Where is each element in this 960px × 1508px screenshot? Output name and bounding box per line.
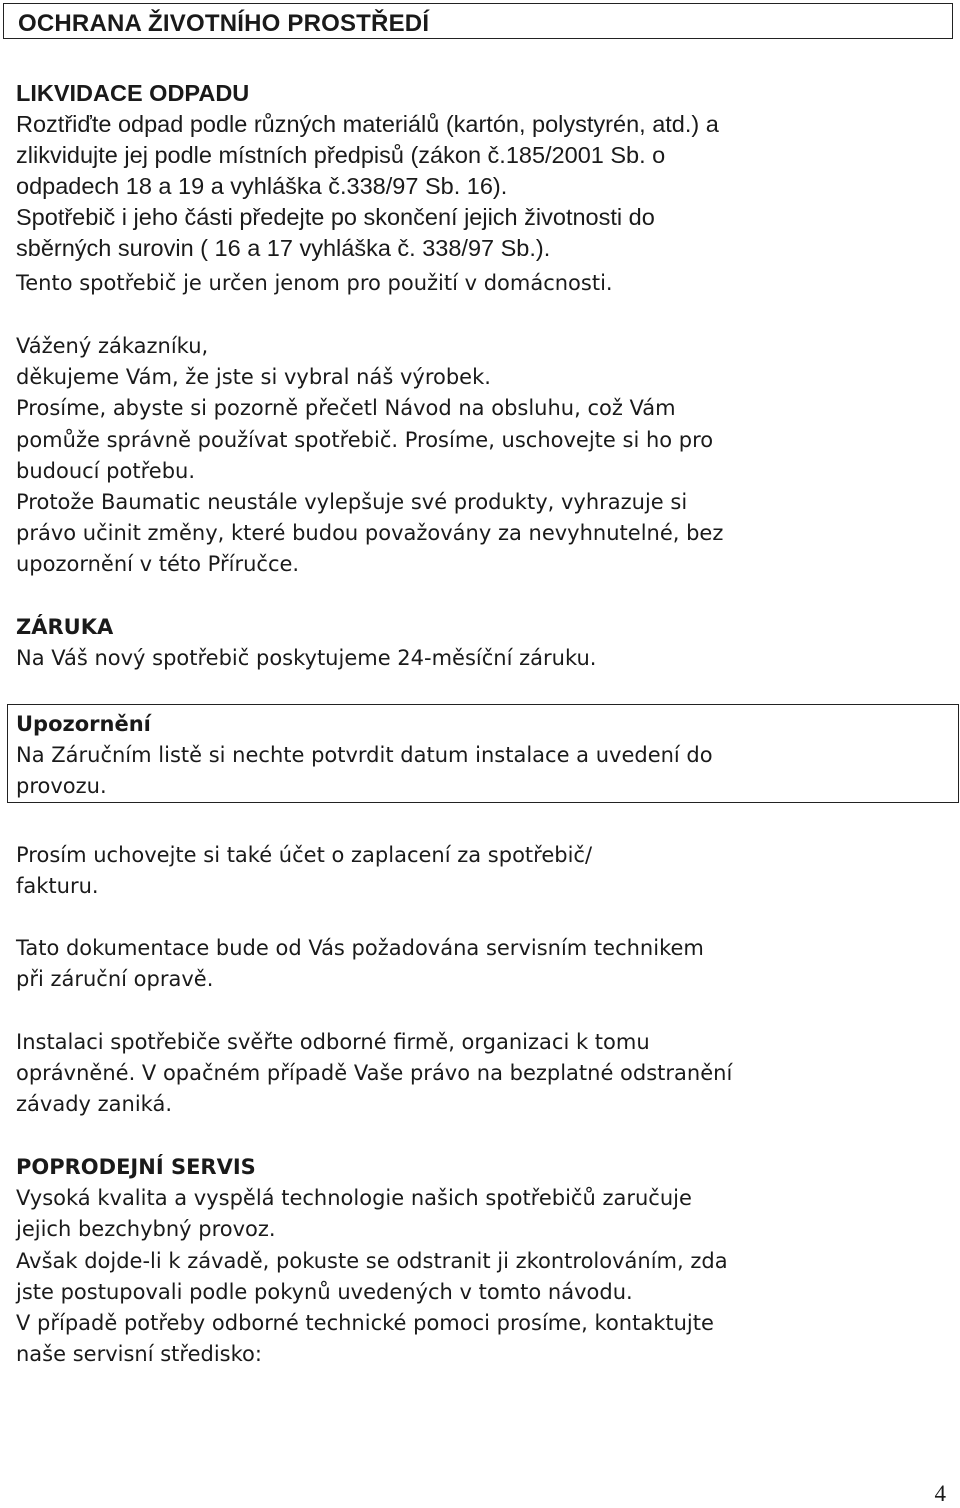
domestic-use-note bbox=[16, 268, 613, 299]
greeting-line: děkujeme Vám, že jste si vybral náš výrobek. bbox=[16, 365, 491, 390]
after-sales-line: V případě potřeby odborné technické pomoci prosíme, kontaktujte bbox=[16, 1311, 714, 1336]
receipt-line: Prosím uchovejte si také účet o zaplacení za spotřebič/ bbox=[16, 843, 593, 867]
disposal-line: odpadech 18 a 19 a vyhláška č.338/97 Sb. 16). bbox=[16, 173, 508, 199]
disposal-line: Roztřiďte odpad podle různých materiálů (kartón, polystyrén, atd.) a bbox=[16, 111, 719, 137]
greeting-line: Prosíme, abyste si pozorně přečetl Návod na obsluhu, což Vám bbox=[16, 396, 676, 421]
after-sales-section bbox=[16, 1152, 728, 1370]
page-number: 4 bbox=[934, 1481, 946, 1506]
notice-heading: Upozornění bbox=[16, 712, 151, 736]
greeting-line: pomůže správně používat spotřebič. Prosíme, uschovejte si ho pro bbox=[16, 427, 714, 452]
receipt-line: fakturu. bbox=[16, 874, 99, 899]
greeting-line: Protože Baumatic neustále vylepšuje své produkty, vyhrazuje si bbox=[16, 490, 688, 515]
notice-section bbox=[16, 709, 713, 803]
after-sales-heading: POPRODEJNÍ SERVIS bbox=[16, 1155, 256, 1179]
installation-line: závady zaniká. bbox=[16, 1092, 172, 1117]
after-sales-line: Vysoká kvalita a vyspělá technologie našich spotřebičů zaručuje bbox=[16, 1186, 692, 1211]
notice-line: Na Záručním listě si nechte potvrdit datum instalace a uvedení do bbox=[16, 743, 713, 768]
documentation-line: při záruční opravě. bbox=[16, 967, 214, 992]
greeting-line: upozornění v této Příručce. bbox=[16, 552, 300, 577]
documentation-section bbox=[16, 933, 704, 995]
disposal-section bbox=[16, 78, 719, 264]
after-sales-line: jste postupovali podle pokynů uvedených v tomto návodu. bbox=[16, 1279, 633, 1304]
warranty-heading: ZÁRUKA bbox=[16, 615, 114, 639]
documentation-line: Tato dokumentace bude od Vás požadována servisním technikem bbox=[16, 936, 704, 960]
header-box bbox=[3, 3, 953, 39]
greeting-section bbox=[16, 331, 723, 581]
disposal-heading: LIKVIDACE ODPADU bbox=[16, 80, 250, 106]
disposal-line: zlikvidujte jej podle místních předpisů (zákon č.185/2001 Sb. o bbox=[16, 142, 666, 168]
after-sales-line: Avšak dojde-li k závadě, pokuste se odstranit ji zkontrolováním, zda bbox=[16, 1248, 728, 1273]
disposal-line: Tento spotřebič je určen jenom pro použití v domácnosti. bbox=[16, 271, 613, 295]
disposal-line: Spotřebič i jeho části předejte po skončení jejich životnosti do bbox=[16, 204, 655, 230]
greeting-line: Vážený zákazníku, bbox=[16, 334, 209, 358]
installation-line: oprávněné. V opačném případě Vaše právo na bezplatné odstranění bbox=[16, 1061, 733, 1086]
disposal-line: sběrných surovin ( 16 a 17 vyhláška č. 338/97 Sb.). bbox=[16, 235, 551, 261]
warranty-text: Na Váš nový spotřebič poskytujeme 24-měsíční záruku. bbox=[16, 646, 597, 671]
installation-line: Instalaci spotřebiče svěřte odborné firmě, organizaci k tomu bbox=[16, 1030, 650, 1054]
after-sales-line: naše servisní středisko: bbox=[16, 1342, 262, 1367]
page-title: OCHRANA ŽIVOTNÍHO PROSTŘEDÍ bbox=[18, 10, 430, 37]
notice-line: provozu. bbox=[16, 774, 107, 799]
greeting-line: budoucí potřebu. bbox=[16, 458, 196, 483]
receipt-section bbox=[16, 840, 592, 902]
warranty-section bbox=[16, 612, 596, 674]
after-sales-line: jejich bezchybný provoz. bbox=[16, 1217, 276, 1242]
greeting-line: právo učinit změny, které budou považovány za nevyhnutelné, bez bbox=[16, 521, 724, 546]
installation-section bbox=[16, 1027, 732, 1121]
